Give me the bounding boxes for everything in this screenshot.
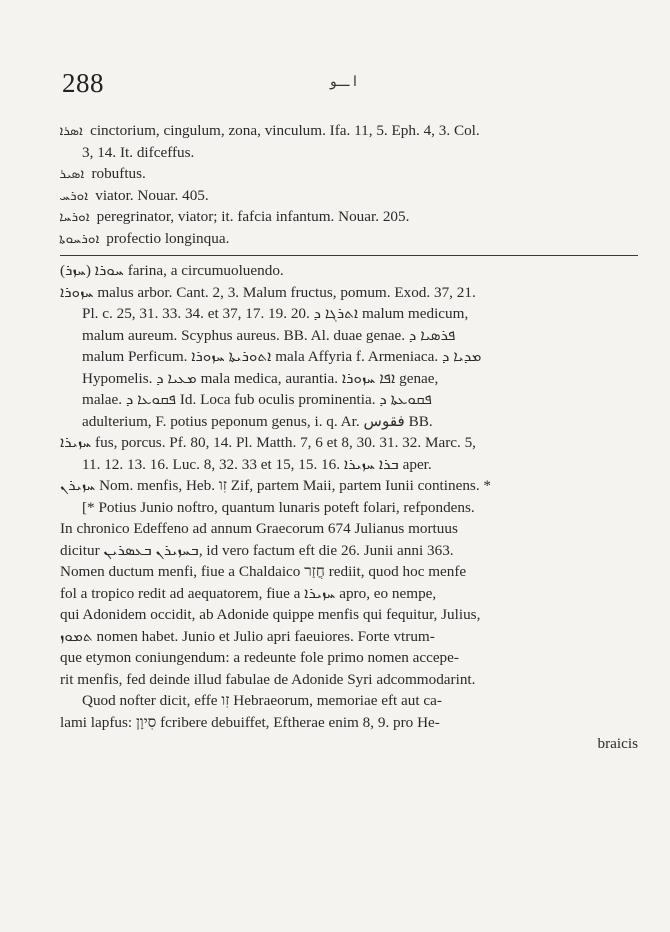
entry-line: (ܚܙܪ) ܚܘܪܐ farina, a circumuoluendo. bbox=[60, 262, 284, 279]
section-rule bbox=[60, 255, 638, 256]
entry-line: ܚܙܝܪܐ fus, porcus. Pf. 80, 14. Pl. Matth. 7, 6 et 8, 30. 31. 32. Marc. 5, bbox=[60, 434, 476, 451]
entry-text: robuftus. bbox=[91, 165, 146, 182]
note-line: Nomen ductum menfi, fiue a Chaldaico חֲזַר rediit, quod hoc menfe bbox=[60, 563, 467, 580]
entry-line: Pl. c. 25, 31. 33. 34. et 37, 17. 19. 20. ܐܬܪܓܐ ܕ malum medicum, bbox=[82, 305, 469, 322]
entry-text: profectio longinqua. bbox=[106, 229, 230, 247]
entry-line: ܚܙܝܪܢ Nom. menfis, Heb. זִו Zif, partem Maii, partem Iunii continens. * bbox=[60, 477, 492, 494]
entry-line bbox=[60, 142, 638, 164]
note-line: ܬܡܘܙ nomen habet. Junio et Julio apri faeuiores. Forte vtrum- bbox=[60, 627, 435, 645]
note-line: que etymon coniungendum: a redeunte fole primo nomen accepe- bbox=[60, 649, 459, 666]
entry-line: Hypomelis. ܡܥܝܐ ܕ mala medica, aurantia. ܐܦܐ ܚܙܘܪܐ genae, bbox=[82, 369, 439, 387]
note-line: rit menfis, fed deinde illud fabulae de Adonide Syri adcommodarint. bbox=[60, 670, 476, 688]
entry-line: malum aureum. Scyphus aureus. BB. Al. duae genae. ܦܪܣܝܐ ܕ bbox=[82, 326, 456, 344]
entry-line bbox=[60, 228, 638, 250]
entry-line: malum Perficum. ܐܬܘܪܝܬܐ ܚܙܘܪܐ mala Affyria f. Armeniaca. ܡܕܝܐ ܕ bbox=[82, 348, 482, 365]
entry-line bbox=[60, 120, 638, 142]
syriac-headword: ܐܣܪܐ bbox=[59, 124, 83, 139]
entry-line bbox=[60, 163, 638, 185]
entry-line: malae. ܦܩܘܥܐ ܕ Id. Loca fub oculis prominentia. ܦܩܘܥܬܐ ܕ bbox=[82, 391, 432, 408]
entry-line bbox=[60, 206, 638, 228]
page-number: 288 bbox=[62, 68, 104, 98]
note-line: dicitur ܒܚܙܝܪܢ ܒܥܣܪܝܢ, id vero factum eft die 26. Junii anni 363. bbox=[60, 541, 454, 559]
entry-line: ܚܙܘܪܐ malus arbor. Cant. 2, 3. Malum fructus, pomum. Exod. 37, 21. bbox=[60, 283, 476, 301]
entry-line: adulterium, F. potius peponum genus, i. q. Ar. فقوس BB. bbox=[82, 412, 433, 430]
note-line: Quod nofter dicit, effe זִו Hebraeorum, memoriae eft aut ca- bbox=[82, 692, 442, 709]
syriac-headword: ܐܣܝܪ bbox=[59, 167, 85, 182]
running-title: ا ـــو bbox=[330, 75, 357, 90]
note-line: qui Adonidem occidit, ab Adonide quippe menfis qui fequitur, Julius, bbox=[60, 606, 481, 623]
entry-text: 3, 14. It. difceffus. bbox=[82, 143, 195, 161]
entry-text: cinctorium, cingulum, zona, vinculum. Ifa. 11, 5. Eph. 4, 3. Col. bbox=[90, 122, 480, 139]
entry-line bbox=[60, 185, 638, 207]
syriac-headword: ܐܘܪܚܘܬܐ bbox=[59, 231, 100, 247]
note-line: In chronico Edeffeno ad annum Graecorum 674 Julianus mortuus bbox=[60, 520, 458, 537]
catchword: braicis bbox=[597, 735, 638, 752]
dictionary-entries bbox=[60, 120, 638, 755]
entry-text: peregrinator, viator; it. fafcia infantum. Nouar. 205. bbox=[96, 208, 410, 225]
note-line: lami lapfus: סִיוָן fcribere debuiffet, Eftherae enim 8, 9. pro He- bbox=[60, 713, 440, 731]
syriac-headword: ܐܘܪܚܐ bbox=[59, 210, 90, 225]
syriac-headword: ܐܘܪܚ bbox=[59, 188, 89, 204]
note-line: fol a tropico redit ad aequatorem, fiue a ܚܙܝܪܐ apro, eo nempe, bbox=[60, 584, 437, 602]
note-line: [* Potius Junio noftro, quantum lunaris poteft folari, refpondens. bbox=[82, 498, 475, 516]
entry-line: 11. 12. 13. 16. Luc. 8, 32. 33 et 15, 15. 16. ܒܪܐ ܚܙܝܪܐ aper. bbox=[82, 455, 432, 473]
entry-text: viator. Nouar. 405. bbox=[95, 186, 209, 204]
